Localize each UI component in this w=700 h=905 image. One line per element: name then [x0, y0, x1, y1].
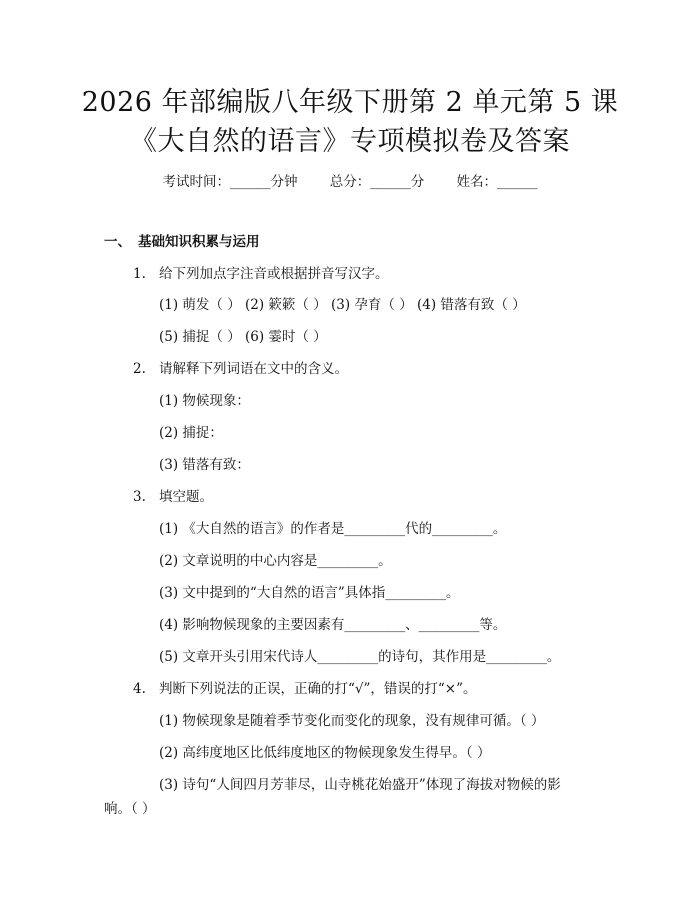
exam-meta [0, 170, 700, 190]
question-item: (3) 文中提到的“大自然的语言”具体指_________。 [159, 585, 460, 601]
question-item-continuation: 响。（ ） [104, 801, 156, 817]
exam-time-field: 考试时间：______分钟 [162, 174, 298, 190]
question-item: (5) 文章开头引用宋代诗人_________的诗句，其作用是_________。 [159, 649, 561, 665]
question-item: (2) 高纬度地区比低纬度地区的物候现象发生得早。（ ） [159, 745, 491, 761]
question-item: (1) 萌发（ ） (2) 簌簌（ ） (3) 孕育（ ） (4) 错落有致（ ） [159, 297, 526, 313]
question-text: 判断下列说法的正误，正确的打“√”，错误的打“×”。 [159, 681, 477, 697]
student-name-field: 姓名：______ [456, 174, 538, 190]
question-item: (1) 物候现象是随着季节变化而变化的现象，没有规律可循。（ ） [159, 713, 545, 729]
exam-title-line2: 《大自然的语言》专项模拟卷及答案 [130, 126, 570, 157]
question-text: 填空题。 [159, 489, 213, 505]
total-score-field: 总分：______分 [329, 174, 425, 190]
question-4 [133, 677, 477, 697]
question-3 [133, 485, 213, 505]
question-text: 给下列加点字注音或根据拼音写汉字。 [159, 266, 389, 282]
question-number: 3. [133, 489, 146, 505]
question-item: (2) 文章说明的中心内容是_________。 [159, 553, 392, 569]
question-item: (1) 物候现象： [159, 393, 250, 409]
question-item: (5) 捕捉（ ） (6) 霎时（ ） [159, 329, 327, 345]
question-number: 2. [133, 361, 146, 377]
question-item: (3) 诗句“人间四月芳菲尽，山寺桃花始盛开”体现了海拔对物候的影 [159, 777, 561, 793]
exam-title-line1: 2026 年部编版八年级下册第 2 单元第 5 课 [81, 87, 619, 118]
question-2 [133, 357, 348, 377]
question-item: (2) 捕捉： [159, 425, 223, 441]
question-text: 请解释下列词语在文中的含义。 [159, 361, 348, 377]
question-number: 4. [133, 681, 146, 697]
question-item: (1) 《大自然的语言》的作者是_________代的_________。 [159, 521, 507, 537]
question-item: (4) 影响物候现象的主要因素有_________、_________等。 [159, 617, 507, 633]
section-heading [104, 230, 260, 250]
question-1 [133, 262, 389, 282]
section-number: 一、 [104, 234, 131, 250]
question-item: (3) 错落有致： [159, 457, 250, 473]
section-label: 基础知识积累与运用 [138, 234, 260, 250]
question-number: 1. [133, 266, 146, 282]
